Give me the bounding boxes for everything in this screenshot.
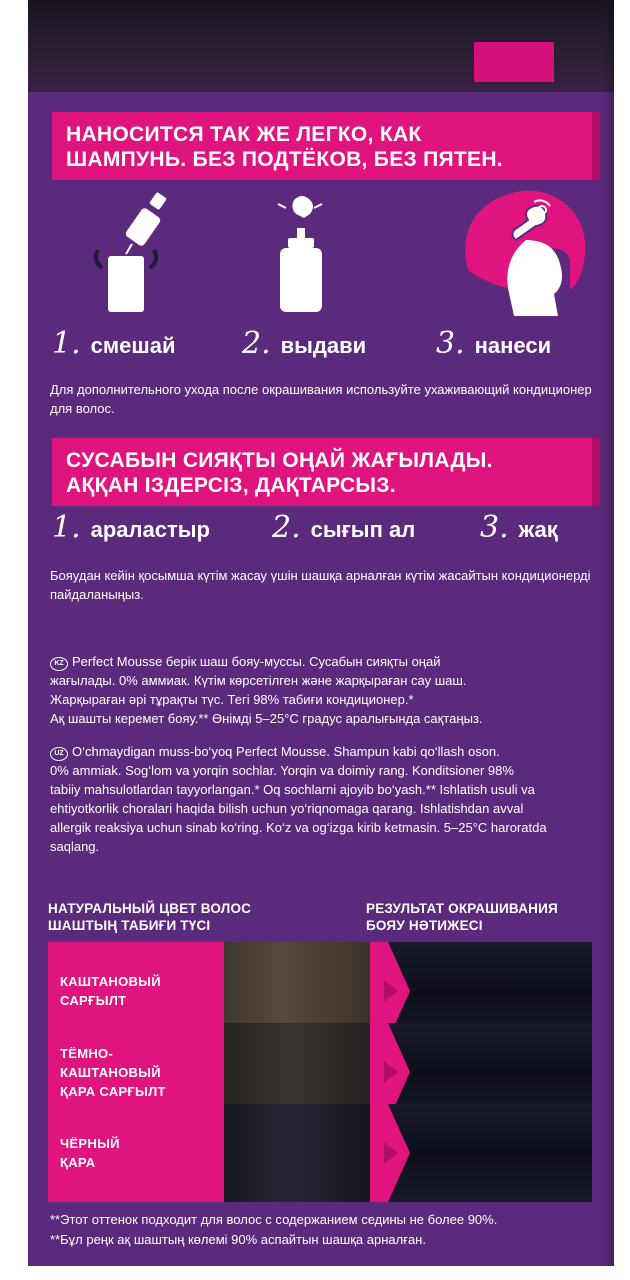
natural-heading-line1: НАТУРАЛЬНЫЙ ЦВЕТ ВОЛОС <box>48 901 252 916</box>
banner-kz-line2: АҚҚАН ІЗДЕРСІЗ, ДАҚТАРСЫЗ. <box>66 474 396 497</box>
banner-ru-line1: НАНОСИТСЯ ТАК ЖЕ ЛЕГКО, КАК <box>66 123 422 146</box>
kz-description <box>50 652 596 728</box>
natural-color-heading <box>48 900 251 934</box>
uz-line-5: allergik reaksiya uchun sinab ko‘ring. Ko‘z va og‘izga kirib ketmasin. 5–25°C haroratda <box>50 820 547 835</box>
top-pink-label <box>474 42 554 82</box>
row-3-arrow-icon <box>370 1104 410 1202</box>
banner-kz <box>52 438 592 506</box>
note-kz: Бояудан кейін қосымша күтім жасау үшін шашқа арналған күтім жасайтын кондиционерді пайдаланыңыз. <box>50 568 591 602</box>
step-ru-3-label: нанеси <box>474 333 552 358</box>
result-heading-line2: БОЯУ НӘТИЖЕСІ <box>366 918 483 933</box>
note-ru: Для дополнительного ухода после окрашивания используйте ухаживающий кондиционер для волос. <box>50 382 592 416</box>
uz-line-6: saqlang. <box>50 839 100 854</box>
kz-line-3: Жарқыраған әрі тұрақты түс. Тегі 98% табиғи кондиционер.* <box>50 692 414 707</box>
banner-edge <box>592 438 600 506</box>
row-3-line-1: ЧЁРНЫЙ <box>60 1136 120 1151</box>
kz-line-1-text: Perfect Mousse берік шаш бояу-муссы. Сусабын сияқты оңай <box>72 654 441 669</box>
footnote-kz: **Бұл реңк ақ шаштың көлемі 90% аспайтын шашқа арналған. <box>50 1232 426 1247</box>
row-1-line-2: САРҒЫЛТ <box>60 993 127 1008</box>
step-kz-2 <box>272 510 415 545</box>
kz-line-2: жағылады. 0% аммиак. Күтім көрсетілген және жарқыраған сау шаш. <box>50 673 467 688</box>
row-3-label <box>48 1104 224 1202</box>
apply-head-icon <box>448 180 598 320</box>
uz-line-1 <box>50 742 596 761</box>
uz-badge: UZ <box>50 747 68 761</box>
step-kz-2-number: 2. <box>272 510 301 545</box>
step-kz-3-label: жақ <box>518 517 558 542</box>
step-ru-3-number: 3. <box>436 326 465 361</box>
banner-edge <box>592 112 600 180</box>
footnote-ru: **Этот оттенок подходит для волос с содержанием седины не более 90%. <box>50 1212 498 1227</box>
pump-bottle-icon <box>264 190 344 316</box>
step-kz-3 <box>480 510 558 545</box>
row-2-line-2: КАШТАНОВЫЙ <box>60 1064 161 1080</box>
natural-heading-line2: ШАШТЫҢ ТАБИҒИ ТҮСІ <box>48 918 211 933</box>
uz-line-2: 0% ammiak. Sog‘lom va yorqin sochlar. Yorqin va doimiy rang. Konditsioner 98% <box>50 763 514 778</box>
row-2-line-3: ҚАРА САРҒЫЛТ <box>60 1083 166 1099</box>
row-3-result-swatch <box>388 1104 592 1202</box>
result-heading-line1: РЕЗУЛЬТАТ ОКРАШИВАНИЯ <box>366 901 558 916</box>
kz-badge: KZ <box>50 657 68 671</box>
step-kz-3-number: 3. <box>480 510 509 545</box>
row-3-natural-swatch <box>224 1104 370 1202</box>
step-kz-1-label: араластыр <box>90 517 210 542</box>
banner-ru <box>52 112 592 180</box>
step-ru-3 <box>436 326 551 361</box>
step-ru-2-number: 2. <box>242 326 271 361</box>
uz-description <box>50 742 596 856</box>
result-heading <box>366 900 558 934</box>
row-3-line-2: ҚАРА <box>60 1155 96 1170</box>
kz-line-1 <box>50 652 596 671</box>
banner-kz-line1: СУСАБЫН СИЯҚТЫ ОҢАЙ ЖАҒЫЛАДЫ. <box>66 449 493 472</box>
step-kz-1-number: 1. <box>52 510 81 545</box>
step-ru-1 <box>52 326 175 361</box>
step-kz-1 <box>52 510 210 545</box>
uz-line-3: tabiiy mahsulotlardan tayyorlangan.* Oq sochlarni ajoyib bo‘yash.** Ishlatish usuli va <box>50 782 535 797</box>
row-2-line-1: ТЁМНО- <box>60 1045 114 1061</box>
uz-line-1-text: O‘chmaydigan muss-bo‘yoq Perfect Mousse. Shampun kabi qo‘llash oson. <box>72 744 500 759</box>
color-row-3 <box>48 1104 592 1202</box>
step-ru-2-label: выдави <box>280 333 367 358</box>
package-side-panel <box>28 0 614 1266</box>
mix-bottle-icon <box>88 188 198 316</box>
step-kz-2-label: сығып ал <box>310 517 416 542</box>
banner-ru-line2: ШАМПУНЬ. БЕЗ ПОДТЁКОВ, БЕЗ ПЯТЕН. <box>66 148 503 171</box>
uz-line-4: ehtiyotkorlik choralari haqida bilish uchun yo‘riqnomaga qarang. Ishlatishdan avval <box>50 801 524 816</box>
package-top-strip <box>28 0 614 92</box>
step-ru-1-label: смешай <box>90 333 176 358</box>
row-1-line-1: КАШТАНОВЫЙ <box>60 974 161 989</box>
step-ru-1-number: 1. <box>52 326 81 361</box>
step-ru-2 <box>242 326 366 361</box>
panel-edge-shadow <box>604 0 614 1266</box>
kz-line-4: Ақ шашты керемет бояу.** Өнімді 5–25°C градус аралығында сақтаңыз. <box>50 711 483 726</box>
